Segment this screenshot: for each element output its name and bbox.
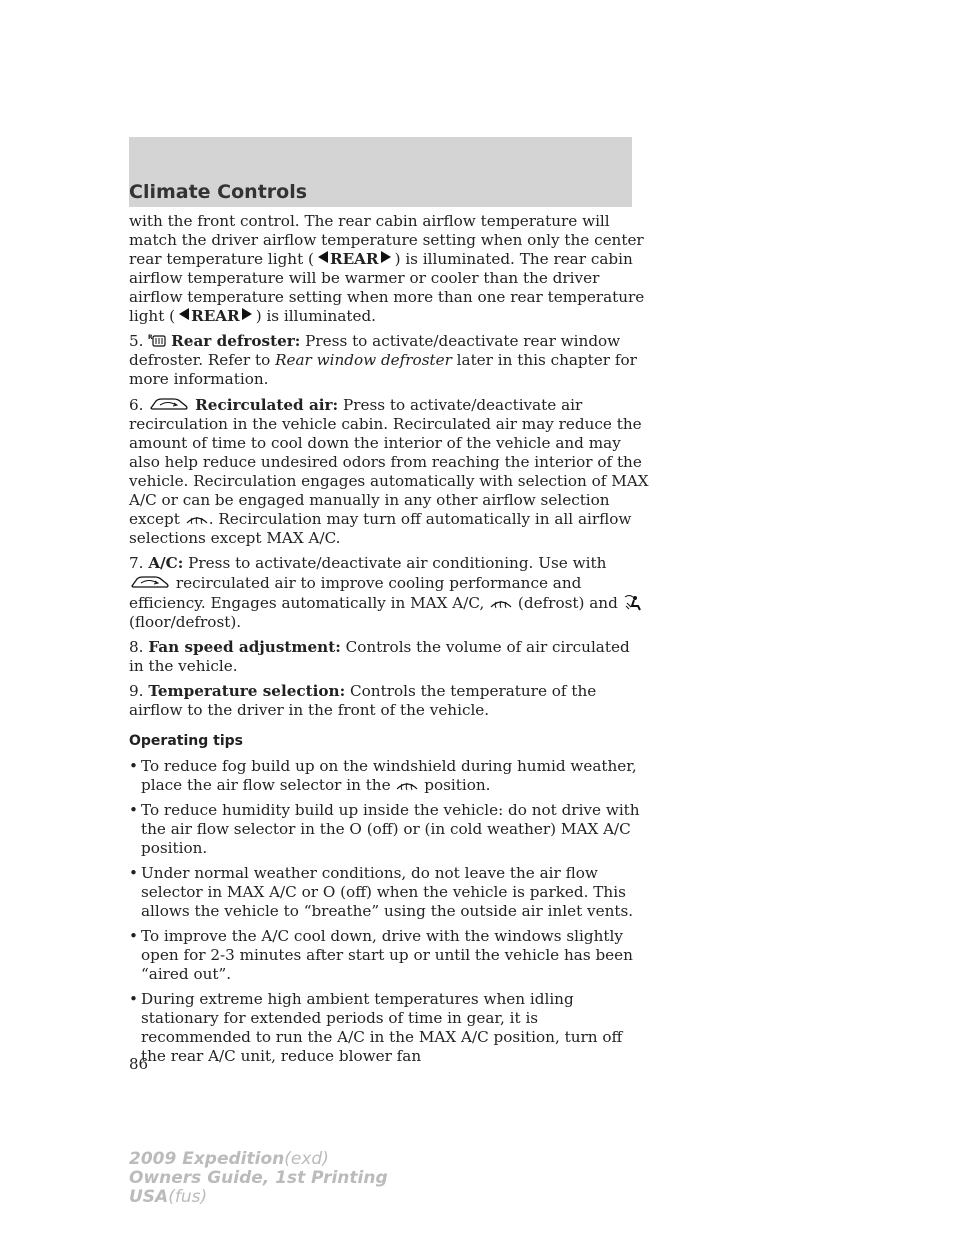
item-text: Press to activate/deactivate air conditioning. Use with	[183, 554, 607, 572]
footer-line-3	[129, 1188, 388, 1207]
item-text: (floor/defrost).	[129, 613, 242, 631]
rear-light-label: REAR	[191, 307, 240, 325]
item-text: (defrost) and	[513, 594, 618, 612]
item-text: . Recirculation may turn off automatically in all airflow selections except MAX A/C.	[129, 510, 632, 547]
item-number: 5.	[129, 332, 144, 350]
list-item	[129, 864, 649, 921]
list-item	[129, 927, 649, 984]
defrost-icon	[489, 595, 513, 611]
item-text: Controls the volume of air circulated in the vehicle.	[129, 638, 630, 675]
tip-text: To improve the A/C cool down, drive with the windows slightly open for 2-3 minutes after start up or until the vehicle has been “aired out”.	[141, 927, 633, 983]
item-ac	[129, 554, 649, 632]
item-text: later in this chapter for more information.	[129, 351, 637, 388]
rear-light-label: REAR	[329, 250, 379, 268]
page-number: 86	[129, 1055, 149, 1073]
svg-text:R: R	[148, 334, 153, 341]
item-label: Fan speed adjustment:	[148, 638, 341, 656]
footer-model: 2009 Expedition	[129, 1149, 285, 1169]
floor-defrost-icon	[623, 593, 645, 611]
cross-reference: Rear window defroster	[275, 351, 452, 369]
rear-defrost-icon	[148, 333, 166, 349]
tip-text: Under normal weather conditions, do not leave the air flow selector in MAX A/C or O (off) when the vehicle is parked. This allows the vehicle to “breathe” using the outside air inlet vents.	[141, 864, 634, 920]
bullet: •	[129, 801, 138, 819]
footer-line-1	[129, 1150, 388, 1169]
item-label: Rear defroster:	[171, 332, 301, 350]
item-label: Temperature selection:	[148, 682, 346, 700]
list-item	[129, 801, 649, 858]
intro-paragraph	[129, 212, 649, 326]
list-item	[129, 990, 649, 1066]
item-temperature	[129, 682, 649, 720]
item-number: 8.	[129, 638, 144, 656]
tip-text: To reduce humidity build up inside the vehicle: do not drive with the air flow selector in the O (off) or (in cold weather) MAX A/C position.	[141, 801, 640, 857]
defrost-icon	[185, 511, 209, 527]
tip-text: position.	[419, 776, 491, 794]
triangle-right-icon	[381, 251, 391, 263]
list-item	[129, 757, 649, 795]
triangle-left-icon	[318, 251, 328, 263]
bullet: •	[129, 864, 138, 882]
footer-market-code: (fus)	[168, 1187, 208, 1207]
item-text: Press to activate/deactivate rear window defroster. Refer to	[129, 332, 621, 369]
footer-market: USA	[129, 1187, 169, 1207]
item-fan-speed	[129, 638, 649, 676]
item-text: Controls the temperature of the airflow to the driver in the front of the vehicle.	[129, 682, 597, 719]
page-content	[129, 212, 649, 1072]
item-recirculated-air	[129, 395, 649, 548]
bullet: •	[129, 927, 138, 945]
tip-text: During extreme high ambient temperatures when idling stationary for extended periods of time in gear, it is recommended to run the A/C in the MAX A/C position, turn off the rear A/C unit, reduce blower fan	[141, 990, 623, 1065]
item-text: recirculated air to improve cooling performance and efficiency. Engages automatically in MAX A/C,	[129, 574, 582, 612]
item-number: 9.	[129, 682, 144, 700]
bullet: •	[129, 990, 138, 1008]
triangle-left-icon	[179, 308, 189, 320]
footer-code: (exd)	[284, 1149, 329, 1169]
bullet: •	[129, 757, 138, 775]
item-label: A/C:	[148, 554, 184, 572]
intro-text-1: with the front control. The rear cabin airflow temperature will match the driver airflow temperature setting when only the center rear temperature light (	[129, 212, 644, 268]
item-number: 6.	[129, 396, 144, 414]
intro-text-2: ) is illuminated. The rear cabin airflow temperature will be warmer or cooler than the driver airflow temperature setting when more than one rear temperature light (	[129, 250, 645, 325]
item-text: Press to activate/deactivate air recirculation in the vehicle cabin. Recirculated air may reduce the amount of time to cool down the interior of the vehicle and may also help reduce undesired odors from reaching the interior of the vehicle. Recirculation engages automatically with selection of MAX A/C or can be engaged manually in any other airflow selection except	[129, 396, 649, 528]
intro-text-3: ) is illuminated.	[255, 307, 377, 325]
triangle-right-icon	[242, 308, 252, 320]
recirculated-air-icon	[129, 573, 171, 591]
footer	[129, 1150, 388, 1207]
tips-list	[129, 757, 649, 1066]
recirculated-air-icon	[148, 395, 190, 413]
item-rear-defroster	[129, 332, 649, 389]
footer-line-2: Owners Guide, 1st Printing	[129, 1168, 388, 1188]
tip-text: To reduce fog build up on the windshield during humid weather, place the air flow selector in the	[141, 757, 637, 794]
header-band	[129, 137, 632, 207]
section-heading: Operating tips	[129, 733, 243, 749]
defrost-icon	[395, 777, 419, 793]
item-number: 7.	[129, 554, 144, 572]
item-label: Recirculated air:	[195, 396, 339, 414]
page-title: Climate Controls	[129, 181, 308, 203]
